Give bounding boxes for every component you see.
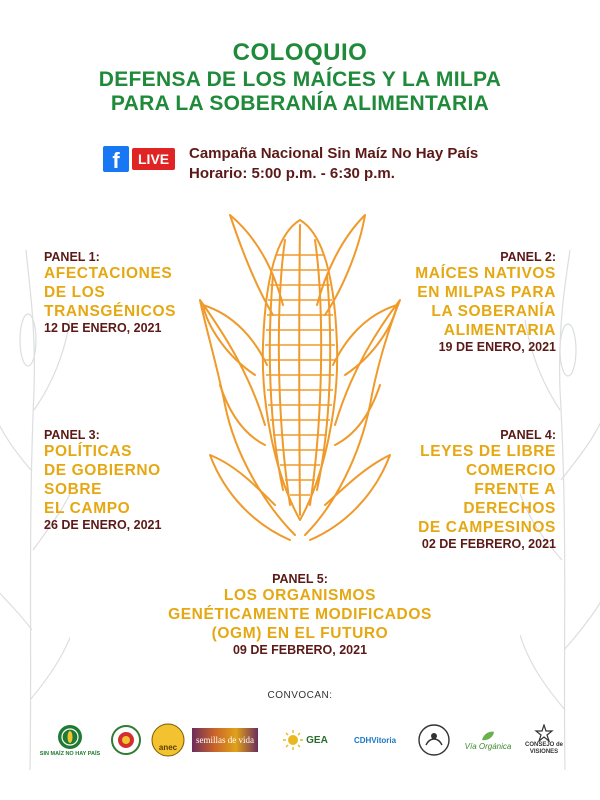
panel-3-number: PANEL 3: — [44, 428, 100, 442]
logo-circle-emblem — [414, 720, 454, 760]
logo-via-organica — [460, 720, 516, 760]
panel-4-title — [418, 442, 556, 537]
panel-1-title-line: AFECTACIONES — [44, 265, 173, 282]
sponsor-logos — [40, 720, 570, 760]
panel-5-title-line: GENÉTICAMENTE MODIFICADOS — [168, 606, 432, 623]
live-label: LIVE — [132, 148, 175, 170]
convocan-label: CONVOCAN: — [267, 690, 333, 701]
panel-2 — [415, 250, 556, 354]
title-block — [0, 38, 600, 116]
panel-4-date: 02 DE FEBRERO, 2021 — [421, 537, 556, 551]
panel-3 — [44, 428, 161, 532]
panel-4-number: PANEL 4: — [500, 428, 556, 442]
schedule-text: Horario: 5:00 p.m. - 6:30 p.m. — [189, 165, 395, 182]
logo-seal — [106, 720, 146, 760]
panel-1-date: 12 DE ENERO, 2021 — [44, 321, 162, 335]
visiones-text: CONSEJO de VISIONES — [524, 742, 563, 755]
sun-icon — [282, 729, 304, 751]
logo-cdhvitoria — [344, 720, 406, 760]
panel-2-title-line: EN MILPAS PARA — [417, 284, 556, 301]
cdhvitoria-text: CDHVitoria — [353, 735, 397, 745]
panel-2-title-line: LA SOBERANÍA — [431, 303, 556, 320]
panel-4-title-line: COMERCIO — [465, 462, 556, 479]
panel-3-title-line: POLÍTICAS — [44, 443, 133, 460]
campaign-info — [189, 144, 478, 184]
logo-sin-maiz-no-hay-pais — [40, 720, 100, 760]
panel-2-title — [415, 264, 556, 340]
emblem-icon — [417, 723, 451, 757]
panel-4-title-line: FRENTE A — [474, 481, 556, 498]
facebook-icon: f — [103, 146, 129, 172]
panel-5 — [0, 572, 600, 657]
panel-5-number: PANEL 5: — [272, 572, 328, 586]
anec-icon — [150, 722, 186, 758]
via-organica-text: Vía Orgánica — [464, 741, 512, 751]
panel-1-number: PANEL 1: — [44, 250, 100, 264]
logo-consejo-de-visiones — [518, 720, 570, 760]
visiones-icon — [534, 724, 554, 742]
panel-4 — [418, 428, 556, 551]
panel-3-title-line: DE GOBIERNO — [44, 462, 161, 479]
seal-icon — [110, 724, 142, 756]
anec-text: anec — [158, 743, 178, 752]
corn-seal-icon — [56, 723, 84, 751]
panel-2-number: PANEL 2: — [500, 250, 556, 264]
panel-5-title-line: (OGM) EN EL FUTURO — [211, 625, 389, 642]
panel-1-title — [44, 264, 176, 321]
panel-2-title-line: MAÍCES NATIVOS — [415, 265, 556, 282]
panel-3-title-line: SOBRE — [44, 481, 103, 498]
panel-5-title-line: LOS ORGANISMOS — [223, 587, 377, 604]
logo-gea — [272, 720, 338, 760]
panel-2-date: 19 DE ENERO, 2021 — [438, 340, 556, 354]
panel-5-title — [0, 586, 600, 643]
panel-4-title-line: DE CAMPESINOS — [418, 519, 556, 536]
panel-3-date: 26 DE ENERO, 2021 — [44, 518, 162, 532]
corn-cob-illustration — [195, 205, 405, 550]
leaf-icon — [480, 730, 496, 742]
panel-4-title-line: DERECHOS — [463, 500, 556, 517]
panel-4-title-line: LEYES DE LIBRE — [420, 443, 556, 460]
logo-anec — [148, 720, 188, 760]
page-title: COLOQUIO — [232, 39, 368, 66]
panel-1-title-line: TRANSGÉNICOS — [44, 303, 177, 320]
panel-5-date: 09 DE FEBRERO, 2021 — [232, 643, 368, 657]
panel-3-title-line: EL CAMPO — [44, 500, 131, 517]
panel-3-title — [44, 442, 161, 518]
facebook-live-badge — [103, 146, 175, 172]
page-subtitle-line2: PARA LA SOBERANÍA ALIMENTARIA — [110, 92, 490, 115]
gea-text: GEA — [306, 734, 328, 746]
logo-sin-maiz-text: SIN MAÍZ NO HAY PAÍS — [39, 751, 101, 757]
panel-1-title-line: DE LOS — [44, 284, 106, 301]
campaign-name: Campaña Nacional Sin Maíz No Hay País — [189, 145, 479, 162]
panel-2-title-line: ALIMENTARIA — [443, 322, 556, 339]
semillas-text: semillas de vida — [196, 735, 254, 745]
panel-1 — [44, 250, 176, 335]
logo-semillas-de-vida — [192, 720, 258, 760]
page-subtitle-line1: DEFENSA DE LOS MAÍCES Y LA MILPA — [98, 68, 502, 91]
